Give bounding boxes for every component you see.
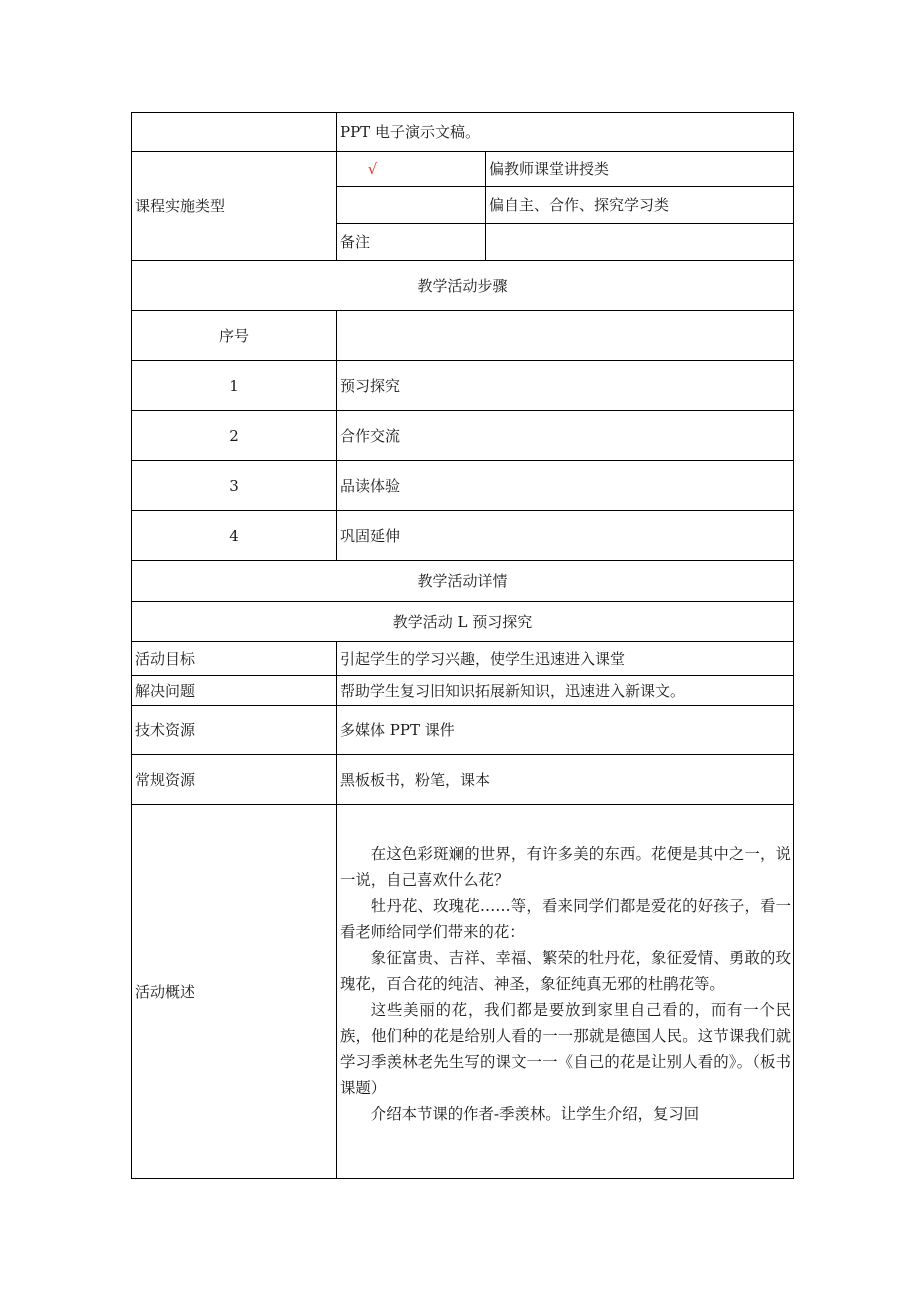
- step-row: [132, 361, 794, 411]
- step-name: 品读体验: [337, 461, 794, 511]
- overview-paragraph: 在这色彩斑斓的世界，有许多美的东西。花便是其中之一，说一说，自己喜欢什么花？: [340, 845, 791, 889]
- activity-title: 教学活动 L 预习探究: [132, 602, 794, 642]
- checkmark-icon: √: [337, 152, 486, 187]
- step-index: 4: [132, 511, 337, 561]
- overview-paragraph: 象征富贵、吉祥、幸福、繁荣的牡丹花，象征爱情、勇敢的玫瑰花，百合花的纯洁、神圣，象征纯真无邪的杜鹃花等。: [340, 949, 791, 993]
- detail-row: [132, 706, 794, 755]
- details-section-title: 教学活动详情: [132, 561, 794, 602]
- details-title-row: [132, 561, 794, 602]
- implementation-option-label: 偏自主、合作、探究学习类: [486, 187, 794, 224]
- overview-content: [337, 805, 794, 1179]
- implementation-label: 课程实施类型: [132, 152, 337, 261]
- note-label: 备注: [337, 224, 486, 261]
- resource-text: PPT 电子演示文稿。: [337, 113, 794, 152]
- detail-label: 常规资源: [132, 755, 337, 805]
- activity-title-row: [132, 602, 794, 642]
- overview-paragraph: 这些美丽的花，我们都是要放到家里自己看的，而有一个民族，他们种的花是给别人看的一一那就是德国人民。这节课我们就学习季羡林老先生写的课文一一《自己的花是让别人看的》。（板书课题）: [340, 1001, 791, 1097]
- step-index: 2: [132, 411, 337, 461]
- step-index-header: 序号: [132, 311, 337, 361]
- overview-row: [132, 805, 794, 1179]
- step-name: 预习探究: [337, 361, 794, 411]
- empty-cell: [132, 113, 337, 152]
- step-row: [132, 411, 794, 461]
- note-value: [486, 224, 794, 261]
- detail-value: 引起学生的学习兴趣，使学生迅速进入课堂: [337, 642, 794, 676]
- implementation-option-mark: [337, 187, 486, 224]
- step-row: [132, 461, 794, 511]
- step-index: 1: [132, 361, 337, 411]
- step-name: 合作交流: [337, 411, 794, 461]
- implementation-option-label: 偏教师课堂讲授类: [486, 152, 794, 187]
- detail-value: 黑板板书，粉笔，课本: [337, 755, 794, 805]
- overview-paragraph: 介绍本节课的作者-季羡林。让学生介绍，复习回: [370, 1105, 700, 1123]
- detail-row: [132, 676, 794, 706]
- overview-paragraph: 牡丹花、玫瑰花……等，看来同学们都是爱花的好孩子，看一看老师给同学们带来的花：: [340, 897, 791, 941]
- lesson-plan-table: [131, 112, 794, 1179]
- resource-row: [132, 113, 794, 152]
- detail-row: [132, 642, 794, 676]
- detail-value: 帮助学生复习旧知识拓展新知识，迅速进入新课文。: [337, 676, 794, 706]
- detail-label: 技术资源: [132, 706, 337, 755]
- implementation-option-row: [132, 152, 794, 187]
- step-row: [132, 511, 794, 561]
- steps-header-row: [132, 311, 794, 361]
- step-name: 巩固延伸: [337, 511, 794, 561]
- overview-label: 活动概述: [132, 805, 337, 1179]
- step-name-header: [337, 311, 794, 361]
- detail-label: 解决问题: [132, 676, 337, 706]
- steps-title-row: [132, 261, 794, 311]
- detail-row: [132, 755, 794, 805]
- detail-value: 多媒体 PPT 课件: [337, 706, 794, 755]
- detail-label: 活动目标: [132, 642, 337, 676]
- steps-section-title: 教学活动步骤: [132, 261, 794, 311]
- step-index: 3: [132, 461, 337, 511]
